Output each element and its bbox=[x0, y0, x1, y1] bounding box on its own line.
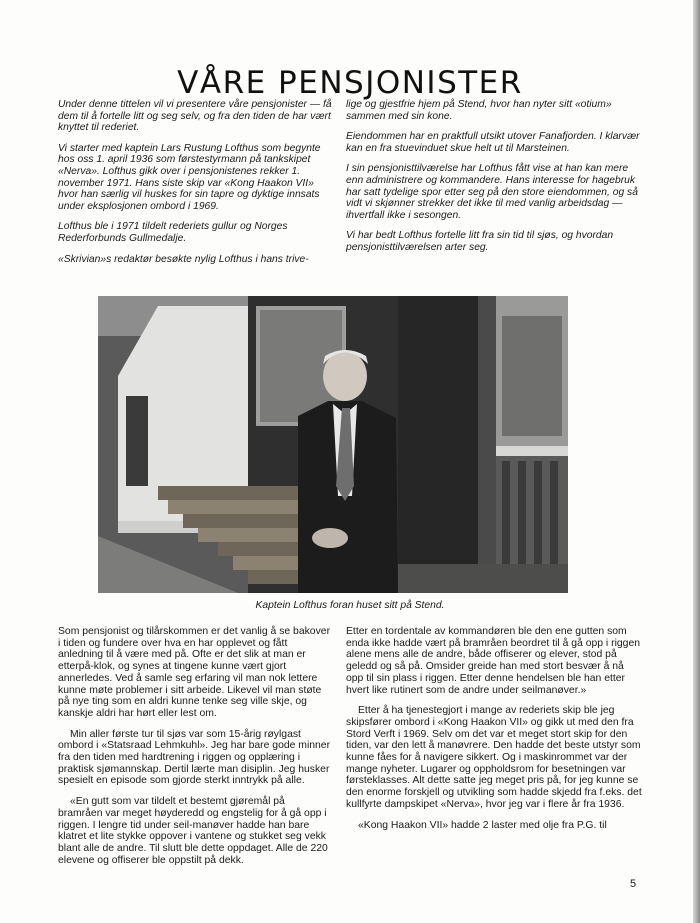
body-paragraph: Etter en tordentale av kommandøren ble den ene gutten som enda ikke hadde vært på bramråen beordret til å gå opp i riggen alene mens alle de andre, både offiserer og elever, stod på geledd og så på. Omsider greide han med stort besvær å nå opp til sin plass i riggen. Etter denne hendelsen ble han etter hvert like rutinert som de andre under seilmanøver.» bbox=[346, 626, 641, 696]
photo-illustration bbox=[98, 296, 568, 593]
portrait-photo bbox=[98, 296, 568, 593]
intro-paragraph: Lofthus ble i 1971 tildelt rederiets gullur og Norges Rederforbunds Gullmedalje. bbox=[58, 221, 288, 244]
intro-column-right bbox=[346, 99, 642, 263]
page-number: 5 bbox=[630, 878, 637, 890]
intro-column-left bbox=[58, 99, 332, 274]
intro-paragraph: «Skrivian»s redaktør besøkte nylig Lofthus i hans trive- bbox=[58, 253, 309, 265]
body-column-right bbox=[346, 626, 642, 840]
intro-paragraph: Under denne tittelen vil vi presentere våre pensjonister — få dem til å fortelle litt og seg selv, og fra den tiden de har vært knyttet til rederiet. bbox=[58, 99, 332, 134]
body-paragraph: Som pensjonist og tilårskommen er det vanlig å se bakover i tiden og fundere over hva en har opplevet og fått anledning til å være med på. Ofte er det slik at man er etterpå-klok, og synes at tingene kunne vært gjort annerledes. Ved å samle seg erfaring vil man nok lettere kunne møte problemer i sitt arbeide. Likevel vil man støte på nye ting som en aldri kunne tenke seg ville skje, og kanskje aldri har hørt eller lest om. bbox=[58, 626, 331, 719]
body-paragraph: «Kong Haakon VII» hadde 2 laster med olje fra P.G. til bbox=[358, 819, 607, 831]
intro-paragraph: I sin pensjonisttilværelse har Lofthus fått vise at han kan mere enn administrere og kommandere. Hans interesse for hagebruk har satt tydelige spor etter seg på den store eiendommen, og så vidt vi skjønner strekker det ikke til med vanlig arbeidsdag — ihvertfall ikke i sesongen. bbox=[346, 163, 638, 221]
intro-paragraph: Eiendommen har en praktfull utsikt utover Fanafjorden. I klarvær kan en fra stuevinduet skue helt ut til Marsteinen. bbox=[346, 131, 640, 154]
page-title: VÅRE PENSJONISTER bbox=[177, 64, 523, 101]
intro-paragraph: Vi starter med kaptein Lars Rustung Lofthus som begynte hos oss 1. april 1936 som førstestyrmann på tankskipet «Nerva». Lofthus gikk over i pensjonistenes rekker 1. november 1971. Hans siste skip var «Kong Haakon VII» hvor han særlig vil huskes for sin tapre og dyktige innsats under eksplosjonen ombord i 1969. bbox=[58, 142, 321, 212]
body-column-left bbox=[58, 626, 332, 875]
intro-paragraph: lige og gjestfrie hjem på Stend, hvor han nyter sitt «otium» sammen med sin kone. bbox=[346, 99, 612, 122]
body-paragraph: Min aller første tur til sjøs var som 15-årig røylgast ombord i «Statsraad Lehmkuhl». Jeg har bare gode minner fra den tiden med hardtrening i riggen og opplæring i praktisk sjømannskap. Dertil lærte man disiplin. Jeg husker spesielt en episode som gjorde sterkt inntrykk på alle. bbox=[58, 728, 331, 787]
intro-paragraph: Vi har bedt Lofthus fortelle litt fra sin tid til sjøs, og hvordan pensjonisttilværelsen arter seg. bbox=[346, 230, 614, 253]
photo-caption: Kaptein Lofthus foran huset sitt på Stend. bbox=[255, 600, 445, 611]
body-paragraph: «En gutt som var tildelt et bestemt gjøremål på bramråen var meget høyderedd og engstelig for å gå opp i riggen. I lengre tid under seil-manøver hadde han bare klatret et lite stykke oppover i vantene og stukket seg vekk blant alle de andre. Til slutt ble dette oppdaget. Alle de 220 elevene og offiserer ble oppstilt på dekk. bbox=[58, 796, 328, 866]
page-edge-shadow bbox=[693, 0, 700, 923]
body-paragraph: Etter å ha tjenestegjort i mange av rederiets skip ble jeg skipsfører ombord i «Kong Haakon VII» og gikk ut med den fra Stord Verft i 1969. Selv om det var et meget stort skip for den tiden, var den lett å manøvrere. Den hadde det beste utstyr som kunne fåes for å navigere sikkert. Og i maskinrommet var der mange nyheter. Lugarer og oppholdsrom for besetningen var førsteklasses. Alt dette satte jeg meget pris på, for jeg kunne se den enorme forskjell og utvikling som hadde skjedd fra f.eks. det kullfyrte dampskipet «Nerva», hvor jeg var i flere år fra 1936. bbox=[346, 705, 642, 810]
